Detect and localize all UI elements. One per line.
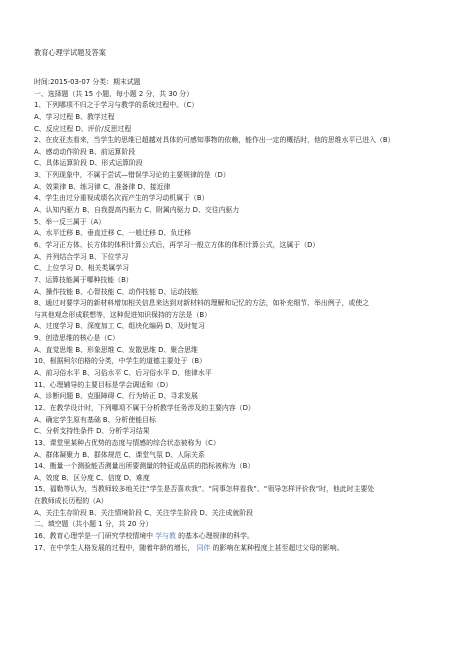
text-line: A、操作技能 B、心智技能 C、动作技能 D、运动技能: [34, 287, 198, 296]
text-line: A、学习过程 B、教学过程: [34, 112, 115, 121]
text-line: 1、下列哪项不归之于学习与教学的系统过程中。（C）: [34, 101, 199, 110]
text-line: A、群体凝聚力 B、群体规范 C、课堂气氛 D、人际关系: [34, 450, 205, 459]
text-line: 7、运算技能属于哪种技能（B）: [34, 275, 133, 284]
text-line: A、认知内驱力 B、自我提高内驱力 C、附属内驱力 D、交往内驱力: [34, 206, 240, 215]
line-text-before: 17、在中学生人格发展的过程中，随着年龄的增长，: [34, 543, 195, 552]
text-line: 与其他观念形成联想等，这种促进知识保持的方法是（B）: [34, 310, 211, 319]
document-title: 教育心理学试题及答案: [34, 48, 106, 57]
text-line: 二、填空题（共小题 1 分，共 20 分）: [34, 520, 153, 529]
text-line: 10、根据柯尔伯格的分类，中学生的道德主要处于（B）: [34, 357, 206, 366]
text-line: [34, 543, 442, 555]
text-line: A、关注生存阶段 B、关注情境阶段 C、关注学生阶段 D、关注成就阶段: [34, 508, 254, 517]
text-line: A、前习俗水平 B、习俗水平 C、后习俗水平 D、他律水平: [34, 369, 212, 378]
text-line: A、效果律 B、练习律 C、准备律 D、接近律: [34, 182, 171, 191]
text-line: C、反应过程 D、评价/反思过程: [34, 124, 132, 133]
text-line: 3、下列现象中，不属于尝试—错误学习论的主要规律的是（D）: [34, 171, 230, 180]
document-body: [34, 77, 442, 554]
text-line: 12、在教学设计时，下列哪项不属于分析教学任务涉及的主要内容（D）: [34, 403, 255, 412]
text-line: 8、通过对要学习的新材料增加相关信息来达到对新材料的理解和记忆的方法，如补充细节、举出例子，或使之: [34, 299, 370, 308]
text-line: 13、课堂里某种占优势的态度与情感的综合状态被称为（C）: [34, 438, 220, 447]
text-line: 4、学生由过分重视成绩名次而产生的学习动机属于（B）: [34, 194, 209, 203]
text-line: 15、福勒等认为，当教师较多地关注“学生是否喜欢我”、“同事怎样看我”、“领导怎样评价我”时，他此时主要处: [34, 485, 375, 494]
text-line: 5、举一反三属于（A）: [34, 217, 106, 226]
text-line: A、诊断问题 B、克服障碍 C、行为矫正 D、寻求发展: [34, 392, 198, 401]
text-line: A、并列结合学习 B、下位学习: [34, 252, 129, 261]
line-text-before: 16、教育心理学是一门研究学校情境中: [34, 531, 154, 540]
text-line: [34, 531, 442, 543]
text-line: C、分析支持性条件 D、分析学习结果: [34, 427, 150, 436]
answer-link[interactable]: 学与教: [155, 531, 176, 540]
text-line: A、效度 B、区分度 C、信度 D、难度: [34, 473, 150, 482]
text-line: A、直觉思维 B、形象思维 C、发散思维 D、聚合思维: [34, 345, 198, 354]
text-line: 11、心理辅导的主要目标是学会调适和（D）: [34, 380, 173, 389]
answer-link[interactable]: 同伴: [196, 543, 211, 552]
line-text-after: 的影响在某种程度上甚至超过父母的影响。: [212, 543, 344, 552]
text-line: C、上位学习 D、相关类属学习: [34, 264, 129, 273]
text-line: A、过度学习 B、深度加工 C、组块化编码 D、及时复习: [34, 322, 205, 331]
text-line: A、感动动作阶段 B、前运算阶段: [34, 147, 136, 156]
text-line: 14、衡量一个测验能否测量出所要测量的特征或品质的指标被称为（B）: [34, 462, 255, 471]
text-line: C、具体运算阶段 D、形式运算阶段: [34, 159, 143, 168]
text-line: 时间:2015-03-07 分类：期末试题: [34, 78, 141, 86]
text-line: 2、在皮亚杰看来，当学生的思维已超越对具体的可感知事物的依赖，能作出一定的概括时，他的思维水平已进入（B）: [34, 136, 395, 145]
line-text-after: 的基本心理规律的科学。: [178, 531, 254, 540]
text-line: 在教师成长历程的（A）: [34, 497, 108, 506]
text-line: 9、创造思维的核心是（C）: [34, 334, 119, 343]
text-line: A、水平迁移 B、垂直迁移 C、一般迁移 D、负迁移: [34, 229, 192, 238]
text-line: 一、选择题（共 15 小题，每小题 2 分，共 30 分）: [34, 89, 194, 98]
text-line: A、确定学生原有基础 B、分析使能目标: [34, 415, 156, 424]
text-line: 6、学习正方体、长方体的体积计算公式后，再学习一般立方体的体积计算公式，这属于（D）: [34, 240, 320, 249]
